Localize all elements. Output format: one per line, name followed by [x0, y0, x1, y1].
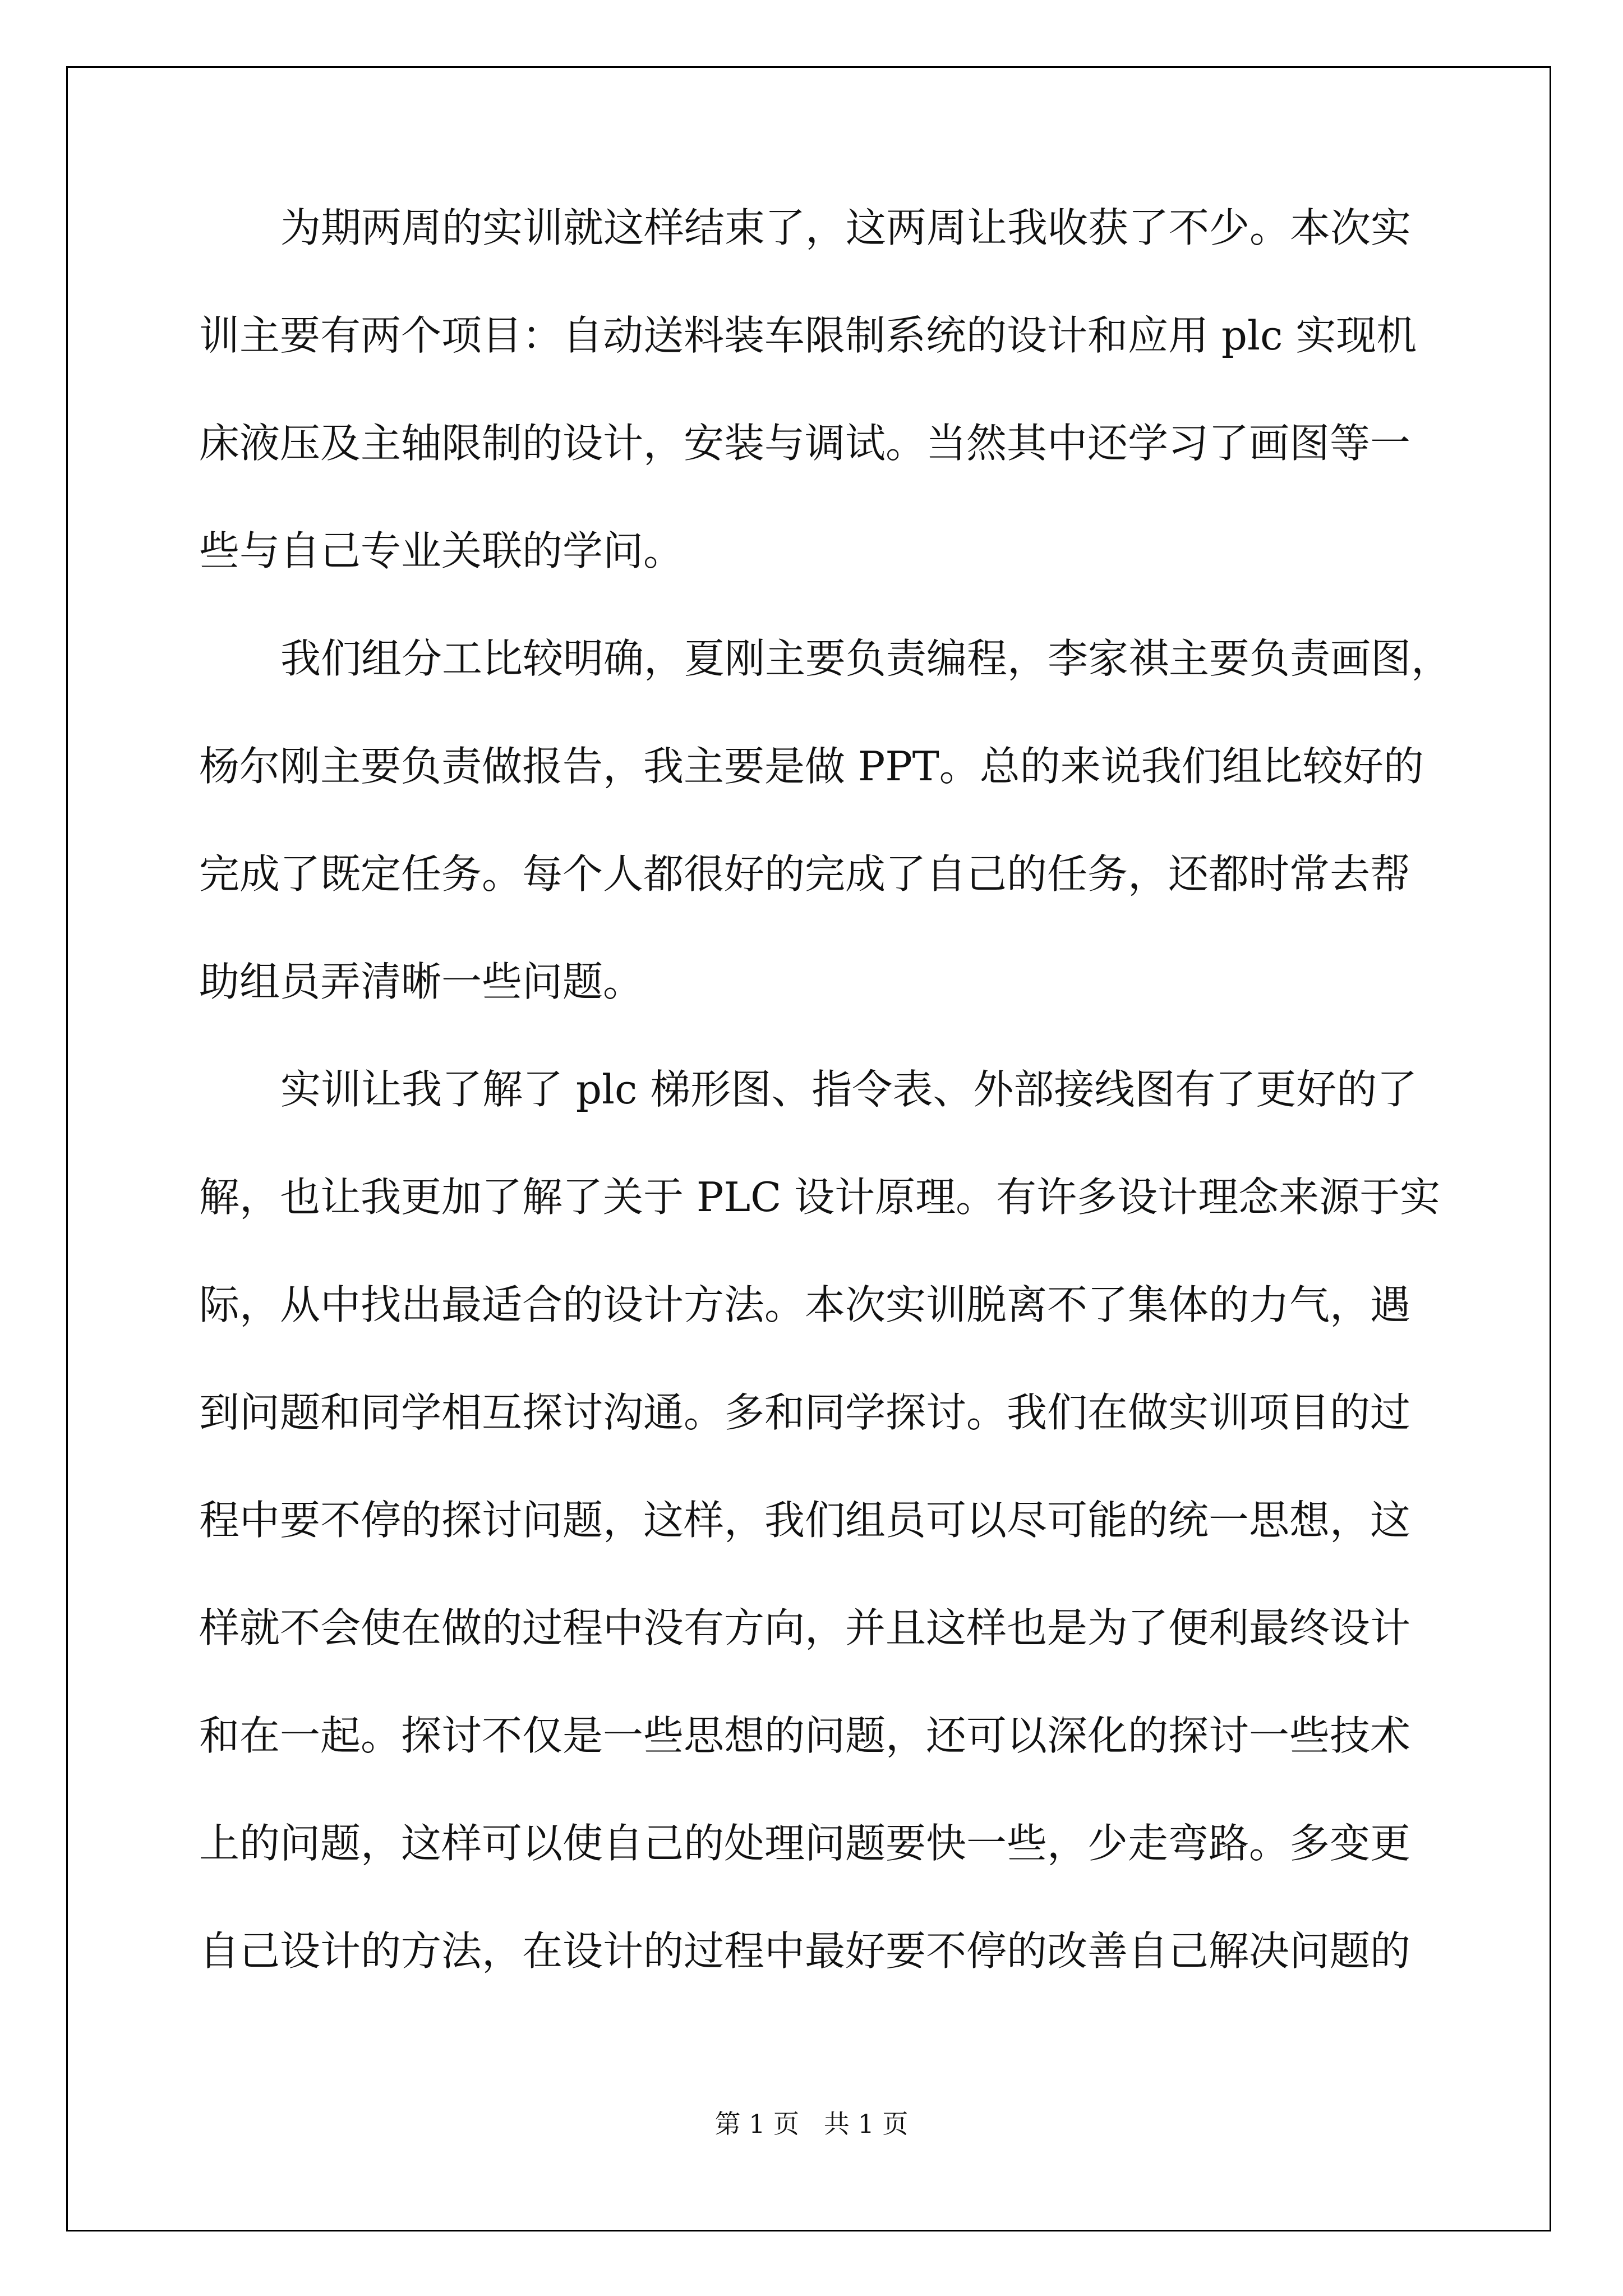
paragraph-2-line-2: 杨尔刚主要负责做报告，我主要是做 PPT。总的来说我们组比较好的: [199, 743, 1424, 790]
paragraph-3-line-7: 和在一起。探讨不仅是一些思想的问题，还可以深化的探讨一些技术: [199, 1712, 1411, 1759]
paragraph-1-line-1: 为期两周的实训就这样结束了，这两周让我收获了不少。本次实: [280, 204, 1412, 251]
paragraph-1-line-3: 床液压及主轴限制的设计，安装与调试。当然其中还学习了画图等一: [199, 420, 1411, 467]
paragraph-3-line-5: 程中要不停的探讨问题，这样，我们组员可以尽可能的统一思想，这: [199, 1497, 1411, 1544]
paragraph-3-line-3: 际，从中找出最适合的设计方法。本次实训脱离不了集体的力气，遇: [199, 1281, 1411, 1328]
paragraph-2-line-1: 我们组分工比较明确，夏刚主要负责编程，李家祺主要负责画图，: [280, 635, 1452, 682]
paragraph-3-line-8: 上的问题，这样可以使自己的处理问题要快一些，少走弯路。多变更: [199, 1820, 1411, 1867]
paragraph-3-line-9: 自己设计的方法，在设计的过程中最好要不停的改善自己解决问题的: [199, 1927, 1411, 1975]
paragraph-1-line-4: 些与自己专业关联的学问。: [199, 527, 684, 574]
paragraph-1-line-2: 训主要有两个项目：自动送料装车限制系统的设计和应用 plc 实现机: [199, 312, 1417, 359]
paragraph-3-line-6: 样就不会使在做的过程中没有方向，并且这样也是为了便利最终设计: [199, 1604, 1411, 1651]
page-number-footer: 第 1 页 共 1 页: [714, 2109, 909, 2139]
paragraph-2-line-3: 完成了既定任务。每个人都很好的完成了自己的任务，还都时常去帮: [199, 850, 1411, 898]
paragraph-2-line-4: 助组员弄清晰一些问题。: [199, 958, 644, 1005]
paragraph-3-line-2: 解，也让我更加了解了关于 PLC 设计原理。有许多设计理念来源于实: [199, 1174, 1441, 1221]
document-body: [199, 204, 1452, 2039]
paragraph-3-line-1: 实训让我了解了 plc 梯形图、指令表、外部接线图有了更好的了: [280, 1066, 1418, 1113]
paragraph-3-line-4: 到问题和同学相互探讨沟通。多和同学探讨。我们在做实训项目的过: [199, 1389, 1411, 1436]
